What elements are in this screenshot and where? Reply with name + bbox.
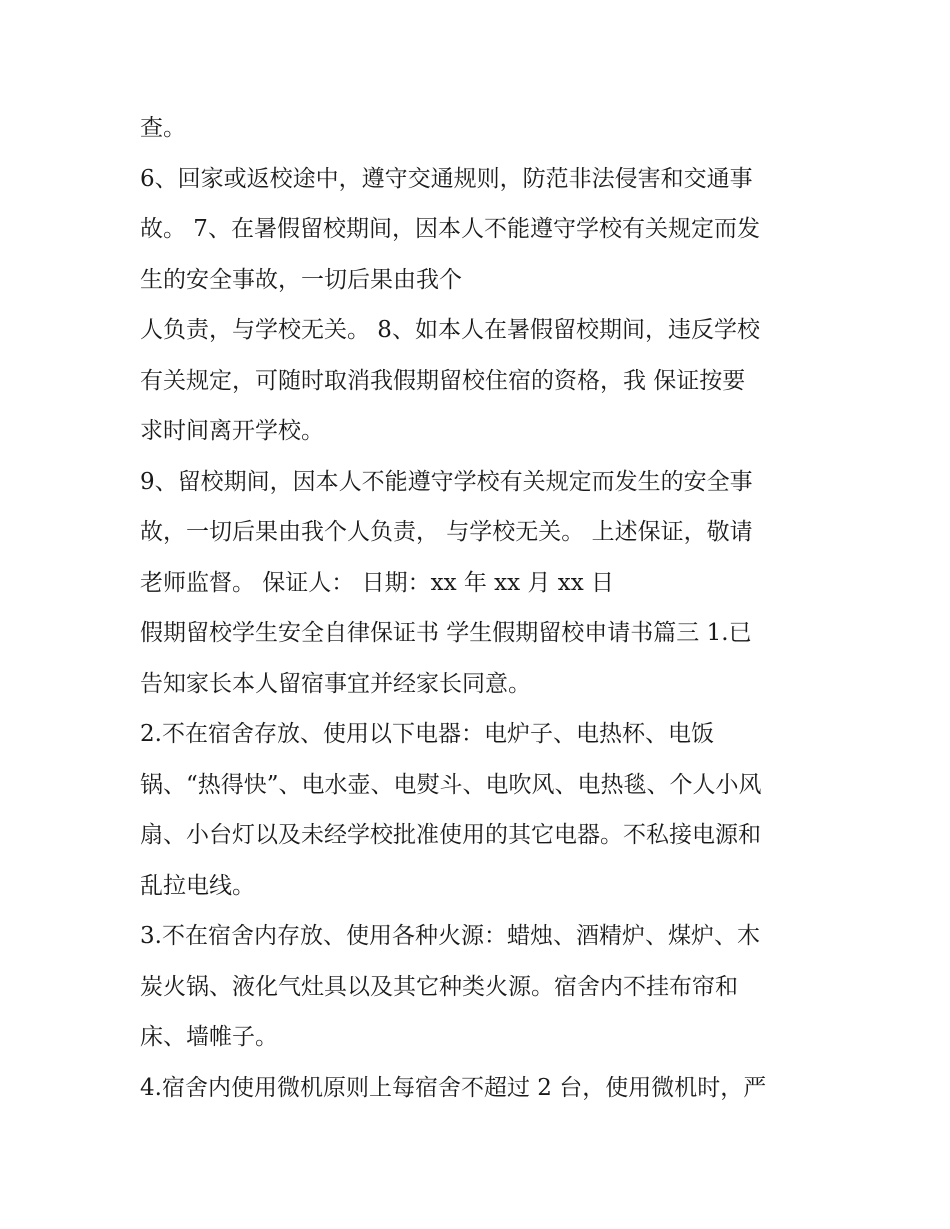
text-line: 生的安全事故，一切后果由我个 — [140, 267, 462, 293]
text-line: 4.宿舍内使用微机原则上每宿舍不超过 2 台，使用微机时，严 — [140, 1075, 767, 1101]
text-line: 床、墙帷子。 — [140, 1024, 278, 1050]
text-line: 故。 7、在暑假留校期间，因本人不能遵守学校有关规定而发 — [140, 216, 760, 242]
text-line: 炭火锅、液化气灶具以及其它种类火源。宿舍内不挂布帘和 — [140, 974, 738, 1000]
text-line: 老师监督。 保证人： 日期：xx 年 xx 月 xx 日 — [140, 570, 615, 596]
text-line: 故，一切后果由我个人负责， 与学校无关。 上述保证，敬请 — [140, 519, 753, 545]
text-line: 锅、“热得快”、电水壶、电熨斗、电吹风、电热毯、个人小风 — [140, 772, 762, 798]
text-line: 求时间离开学校。 — [140, 418, 324, 444]
text-line: 假期留校学生安全自律保证书 学生假期留校申请书篇三 1.已 — [140, 620, 752, 646]
text-line: 查。 — [140, 115, 186, 141]
text-line: 9、留校期间，因本人不能遵守学校有关规定而发生的安全事 — [140, 469, 753, 495]
text-line: 6、回家或返校途中，遵守交通规则，防范非法侵害和交通事 — [140, 166, 753, 192]
text-line: 2.不在宿舍存放、使用以下电器：电炉子、电热杯、电饭 — [140, 721, 714, 747]
text-line: 人负责，与学校无关。 8、如本人在暑假留校期间，违反学校 — [140, 317, 760, 343]
text-line: 3.不在宿舍内存放、使用各种火源：蜡烛、酒精炉、煤炉、木 — [140, 923, 760, 949]
text-line: 乱拉电线。 — [140, 873, 255, 899]
text-line: 告知家长本人留宿事宜并经家长同意。 — [140, 671, 531, 697]
text-line: 扇、小台灯以及未经学校批准使用的其它电器。不私接电源和 — [140, 822, 761, 848]
text-line: 有关规定，可随时取消我假期留校住宿的资格，我 保证按要 — [140, 368, 746, 394]
